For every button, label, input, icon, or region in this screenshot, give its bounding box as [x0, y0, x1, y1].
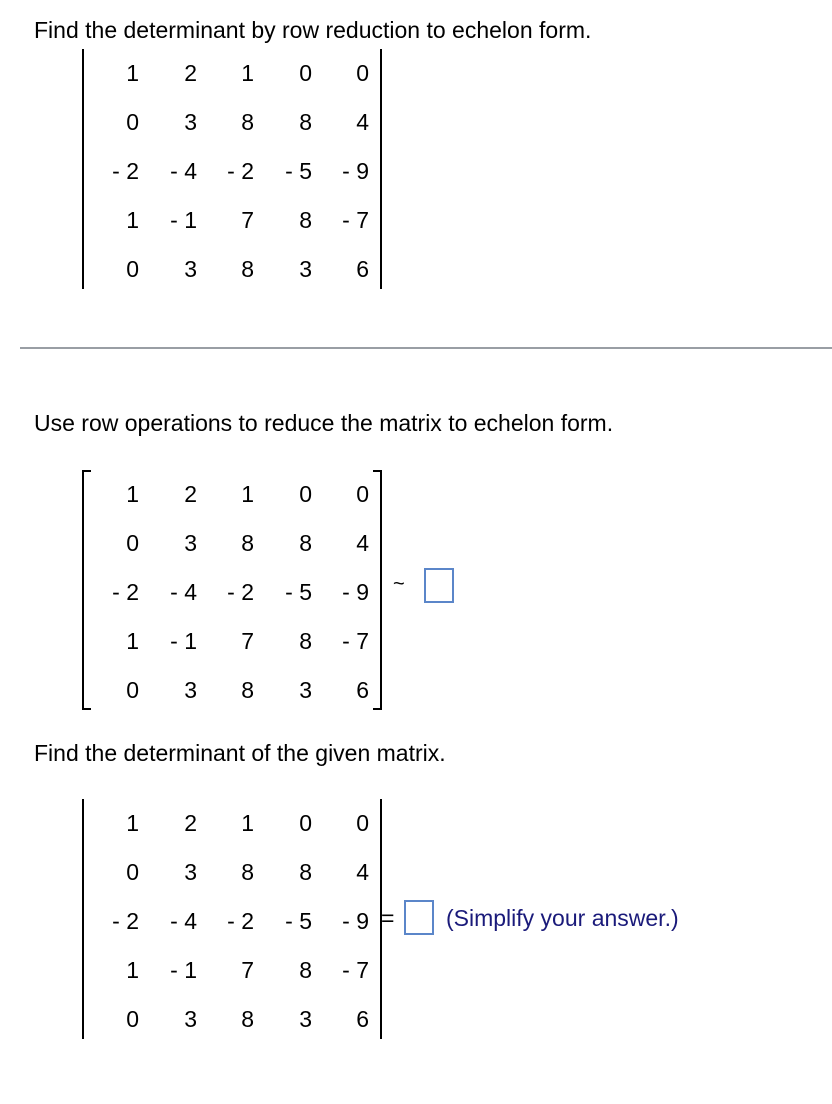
echelon-bracket-matrix — [82, 470, 382, 710]
matrix-cell: 2 — [184, 481, 197, 507]
matrix-cell: 3 — [299, 256, 312, 282]
matrix-cell: 0 — [126, 109, 139, 135]
matrix-cell: 0 — [126, 1006, 139, 1032]
matrix-cell: 3 — [184, 677, 197, 703]
matrix-cell: 0 — [299, 481, 312, 507]
matrix-cell: 3 — [184, 1006, 197, 1032]
matrix-cell: 0 — [299, 810, 312, 836]
matrix-cell: - 2 — [227, 158, 254, 184]
matrix-cell: - 1 — [170, 957, 197, 983]
matrix-cell: 8 — [241, 256, 254, 282]
matrix-cell: 1 — [241, 481, 254, 507]
matrix-cell: 1 — [126, 60, 139, 86]
given-determinant-matrix — [82, 799, 382, 1039]
matrix-cell: - 5 — [285, 908, 312, 934]
matrix-cell: - 1 — [170, 628, 197, 654]
matrix-cell: 0 — [126, 256, 139, 282]
matrix-cell: - 1 — [170, 207, 197, 233]
matrix-cell: - 2 — [112, 908, 139, 934]
matrix-cell: 1 — [126, 481, 139, 507]
matrix-cell: 0 — [126, 859, 139, 885]
matrix-cell: 2 — [184, 810, 197, 836]
matrix-cell: - 7 — [342, 957, 369, 983]
determinant-bar-right — [380, 49, 382, 289]
determinant-bar-left — [82, 799, 84, 1039]
matrix-cell: 8 — [299, 859, 312, 885]
matrix-cell: 3 — [184, 109, 197, 135]
matrix-cell: 4 — [356, 109, 369, 135]
matrix-cell: - 7 — [342, 207, 369, 233]
matrix-cell: 8 — [299, 957, 312, 983]
matrix-cell: 6 — [356, 677, 369, 703]
matrix-cell: - 4 — [170, 908, 197, 934]
part2-instruction: Find the determinant of the given matrix. — [34, 740, 446, 766]
matrix-cell: 1 — [126, 810, 139, 836]
matrix-cell: 8 — [299, 628, 312, 654]
matrix-cell: 8 — [241, 1006, 254, 1032]
matrix-cell: - 9 — [342, 158, 369, 184]
matrix-cell: 1 — [241, 60, 254, 86]
matrix-cell: 0 — [126, 530, 139, 556]
matrix-cell: 8 — [241, 530, 254, 556]
matrix-cell: 1 — [241, 810, 254, 836]
determinant-bar-left — [82, 49, 84, 289]
matrix-cell: 8 — [299, 109, 312, 135]
matrix-cell: 6 — [356, 1006, 369, 1032]
matrix-cell: - 5 — [285, 579, 312, 605]
matrix-cell: 8 — [241, 677, 254, 703]
matrix-cell: - 2 — [227, 579, 254, 605]
matrix-cell: 0 — [356, 810, 369, 836]
matrix-cell: 3 — [184, 256, 197, 282]
matrix-cell: 3 — [184, 530, 197, 556]
section-divider — [20, 347, 832, 349]
matrix-cell: 0 — [356, 481, 369, 507]
bracket-bar-left — [82, 470, 84, 710]
matrix-cell: 6 — [356, 256, 369, 282]
bracket-bar-right — [380, 470, 382, 710]
matrix-cell: 7 — [241, 957, 254, 983]
simplify-hint: (Simplify your answer.) — [446, 905, 679, 931]
matrix-cell: - 9 — [342, 908, 369, 934]
problem-determinant-matrix — [82, 49, 382, 289]
matrix-cell: 7 — [241, 628, 254, 654]
matrix-cell: - 4 — [170, 579, 197, 605]
bracket-bottom-right — [373, 708, 382, 710]
matrix-cell: - 2 — [112, 158, 139, 184]
bracket-top-left — [82, 470, 91, 472]
matrix-cell: 1 — [126, 207, 139, 233]
matrix-cell: 0 — [356, 60, 369, 86]
determinant-answer-input[interactable] — [404, 900, 434, 935]
matrix-cell: 8 — [299, 207, 312, 233]
problem-title: Find the determinant by row reduction to echelon form. — [34, 17, 592, 43]
matrix-cell: - 7 — [342, 628, 369, 654]
matrix-cell: 3 — [299, 677, 312, 703]
matrix-cell: 1 — [126, 628, 139, 654]
row-equivalent-symbol: ~ — [393, 573, 405, 595]
matrix-cell: 8 — [299, 530, 312, 556]
equals-sign: = — [381, 905, 395, 931]
matrix-cell: - 4 — [170, 158, 197, 184]
part1-instruction: Use row operations to reduce the matrix to echelon form. — [34, 410, 614, 436]
matrix-cell: 0 — [126, 677, 139, 703]
bracket-top-right — [373, 470, 382, 472]
matrix-cell: - 5 — [285, 158, 312, 184]
echelon-answer-input[interactable] — [424, 568, 454, 603]
matrix-cell: 3 — [299, 1006, 312, 1032]
matrix-cell: 2 — [184, 60, 197, 86]
matrix-cell: 4 — [356, 859, 369, 885]
matrix-cell: - 2 — [112, 579, 139, 605]
matrix-cell: 4 — [356, 530, 369, 556]
matrix-cell: - 2 — [227, 908, 254, 934]
matrix-cell: - 9 — [342, 579, 369, 605]
matrix-cell: 0 — [299, 60, 312, 86]
matrix-cell: 3 — [184, 859, 197, 885]
matrix-cell: 7 — [241, 207, 254, 233]
matrix-cell: 1 — [126, 957, 139, 983]
matrix-cell: 8 — [241, 109, 254, 135]
matrix-cell: 8 — [241, 859, 254, 885]
bracket-bottom-left — [82, 708, 91, 710]
